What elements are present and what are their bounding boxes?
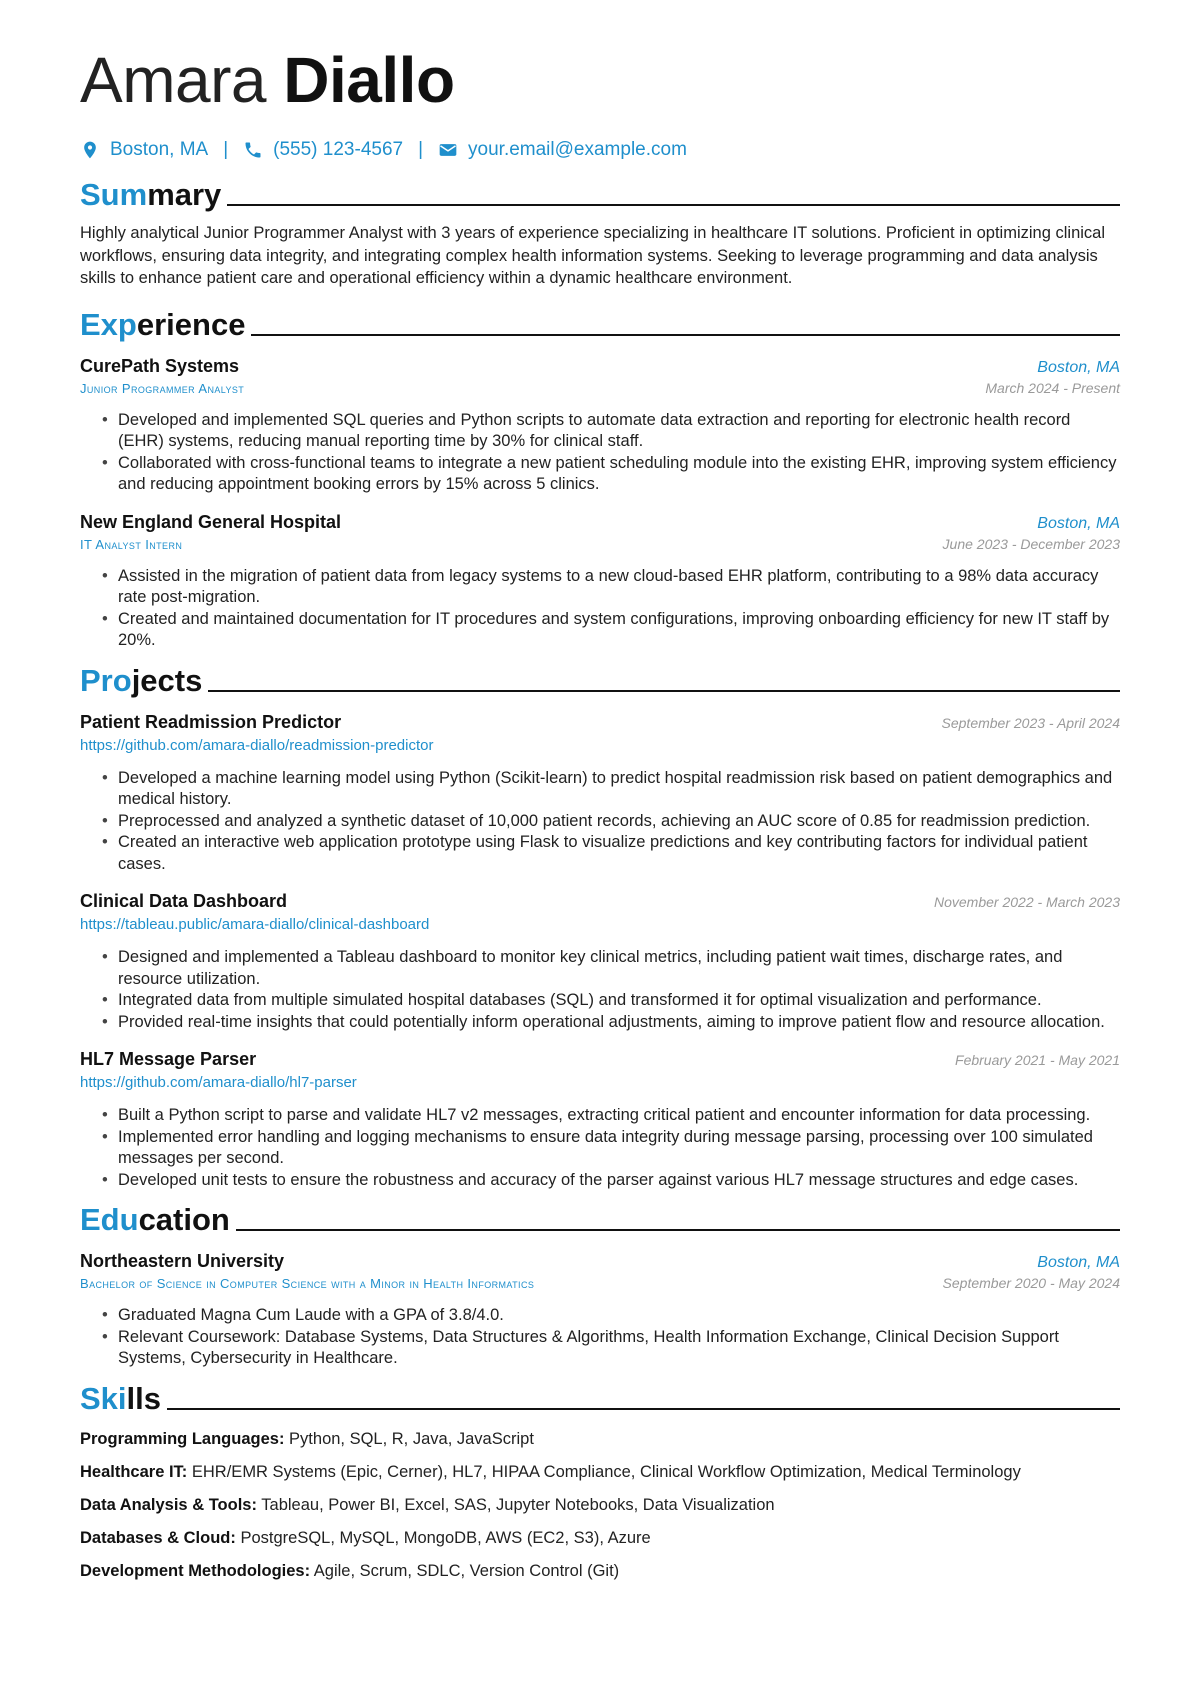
bullet-item: • Created and maintained documentation for IT procedures and system configurations, improving onboarding efficiency for new IT staff by 20%. xyxy=(102,609,1120,652)
project-dates: November 2022 - March 2023 xyxy=(934,894,1120,910)
job-location: Boston, MA xyxy=(1037,514,1120,532)
experience-entry xyxy=(80,354,1120,496)
skills-list xyxy=(80,1428,1120,1582)
candidate-name xyxy=(80,44,1120,116)
project-link[interactable]: https://tableau.public/amara-diallo/clinical-dashboard xyxy=(80,916,430,933)
project-dates: February 2021 - May 2021 xyxy=(955,1052,1120,1068)
heading-rest: lls xyxy=(126,1380,161,1416)
heading-accent: Pro xyxy=(80,662,132,698)
project-link[interactable]: https://github.com/amara-diallo/hl7-parser xyxy=(80,1074,357,1091)
skill-values: EHR/EMR Systems (Epic, Cerner), HL7, HIPAA Compliance, Clinical Workflow Optimization, Medical Terminology xyxy=(191,1462,1021,1481)
project-name: Patient Readmission Predictor xyxy=(80,711,342,732)
project-entry xyxy=(80,1047,1120,1191)
bullet-item: • Integrated data from multiple simulated hospital databases (SQL) and transformed it for optimal visualization and performance. xyxy=(102,990,1120,1012)
bullet-list xyxy=(102,410,1120,496)
degree: Bachelor of Science in Computer Science with a Minor in Health Informatics xyxy=(80,1276,535,1291)
skill-category: Programming Languages: xyxy=(80,1429,285,1448)
bullet-list xyxy=(102,1105,1120,1191)
contact-phone[interactable] xyxy=(243,139,403,161)
skill-row xyxy=(80,1560,1120,1582)
bullet-item: • Developed a machine learning model using Python (Scikit-learn) to predict hospital readmission risk based on patient demographics and medical history. xyxy=(102,768,1120,811)
heading-rest: cation xyxy=(138,1202,230,1237)
skills-heading xyxy=(80,1378,1120,1416)
education-heading xyxy=(80,1199,1120,1237)
employer-name: CurePath Systems xyxy=(80,355,240,376)
bullet-item: • Built a Python script to parse and validate HL7 v2 messages, extracting critical patient and encounter information for data processing. xyxy=(102,1105,1120,1127)
heading-accent: Ski xyxy=(80,1380,127,1416)
project-link[interactable]: https://github.com/amara-diallo/readmission-predictor xyxy=(80,736,434,754)
projects-heading xyxy=(80,660,1120,698)
location-text: Boston, MA xyxy=(110,139,209,160)
heading-rule xyxy=(236,1229,1120,1231)
skill-row xyxy=(80,1428,1120,1450)
bullet-item: • Developed unit tests to ensure the robustness and accuracy of the parser against various HL7 message structures and edge cases. xyxy=(102,1170,1120,1192)
education-entry xyxy=(80,1249,1120,1370)
summary-heading xyxy=(80,174,1120,212)
phone-icon xyxy=(243,140,263,160)
last-name: Diallo xyxy=(283,44,455,116)
bullet-list xyxy=(102,1305,1120,1370)
contact-location xyxy=(80,139,208,161)
project-name: Clinical Data Dashboard xyxy=(80,891,288,911)
map-pin-icon xyxy=(80,140,100,160)
job-title: Junior Programmer Analyst xyxy=(80,380,245,396)
first-name: Amara xyxy=(80,44,266,116)
skill-values: Python, SQL, R, Java, JavaScript xyxy=(289,1429,534,1448)
heading-rule xyxy=(251,334,1120,336)
skill-row xyxy=(80,1494,1120,1516)
project-name: HL7 Message Parser xyxy=(80,1049,257,1069)
bullet-item: • Preprocessed and analyzed a synthetic dataset of 10,000 patient records, achieving an AUC score of 0.85 for readmission prediction. xyxy=(102,811,1120,833)
skill-category: Development Methodologies: xyxy=(80,1561,311,1580)
contact-separator: | xyxy=(418,139,424,160)
skill-category: Healthcare IT: xyxy=(80,1462,188,1481)
envelope-icon xyxy=(438,140,458,160)
heading-accent: Edu xyxy=(80,1202,139,1237)
contact-bar xyxy=(80,136,1120,164)
bullet-list xyxy=(102,566,1120,652)
bullet-item: • Created an interactive web application prototype using Flask to visualize predictions and key contributing factors for individual patient cases. xyxy=(102,832,1120,875)
heading-accent: Sum xyxy=(80,177,148,212)
experience-entry xyxy=(80,510,1120,652)
bullet-item: • Provided real-time insights that could potentially inform operational adjustments, aiming to improve patient flow and resource allocation. xyxy=(102,1012,1120,1034)
school-location: Boston, MA xyxy=(1037,1254,1120,1271)
job-location: Boston, MA xyxy=(1037,358,1120,376)
project-dates: September 2023 - April 2024 xyxy=(941,714,1120,731)
heading-rule xyxy=(208,690,1120,692)
job-title: IT Analyst Intern xyxy=(80,536,183,552)
skill-row xyxy=(80,1527,1120,1549)
bullet-item: • Implemented error handling and logging mechanisms to ensure data integrity during message parsing, processing over 100 simulated messages per second. xyxy=(102,1127,1120,1170)
bullet-item: • Collaborated with cross-functional teams to integrate a new patient scheduling module into the existing EHR, improving system efficiency and reducing appointment booking errors by 15% across 5 clinics. xyxy=(102,453,1120,496)
bullet-item: • Relevant Coursework: Database Systems, Data Structures & Algorithms, Health Information Exchange, Clinical Decision Support Systems, Cybersecurity in Healthcare. xyxy=(102,1327,1120,1370)
project-entry xyxy=(80,889,1120,1033)
summary-text: Highly analytical Junior Programmer Analyst with 3 years of experience specializing in healthcare IT solutions. Proficient in optimizing clinical workflows, ensuring data integrity, and integrating complex health information systems. Seeking to leverage programming and data analysis skills to enhance patient care and operational efficiency within a dynamic healthcare environment. xyxy=(80,224,1106,287)
skill-category: Databases & Cloud: xyxy=(80,1528,236,1547)
bullet-item: • Designed and implemented a Tableau dashboard to monitor key clinical metrics, including patient wait times, discharge rates, and resource utilization. xyxy=(102,947,1120,990)
resume-page xyxy=(80,44,1120,1593)
school-name: Northeastern University xyxy=(80,1251,285,1271)
heading-rest: erience xyxy=(136,306,246,342)
contact-email[interactable] xyxy=(438,139,687,161)
contact-separator: | xyxy=(223,139,229,160)
skill-values: PostgreSQL, MySQL, MongoDB, AWS (EC2, S3), Azure xyxy=(240,1528,651,1547)
email-text: your.email@example.com xyxy=(468,139,687,160)
experience-heading xyxy=(80,304,1120,342)
skill-category: Data Analysis & Tools: xyxy=(80,1495,257,1514)
project-entry xyxy=(80,710,1120,876)
bullet-list xyxy=(102,947,1120,1033)
job-dates: June 2023 - December 2023 xyxy=(942,535,1120,552)
skill-row xyxy=(80,1461,1120,1483)
bullet-item: • Graduated Magna Cum Laude with a GPA of 3.8/4.0. xyxy=(102,1305,1120,1327)
education-dates: September 2020 - May 2024 xyxy=(942,1275,1120,1291)
job-dates: March 2024 - Present xyxy=(985,379,1120,396)
heading-rule xyxy=(227,204,1120,206)
bullet-list xyxy=(102,768,1120,876)
heading-rest: mary xyxy=(147,177,222,212)
employer-name: New England General Hospital xyxy=(80,511,342,532)
heading-rule xyxy=(167,1408,1120,1410)
heading-accent: Exp xyxy=(80,306,137,342)
bullet-item: • Developed and implemented SQL queries and Python scripts to automate data extraction and reporting for electronic health record (EHR) systems, reducing manual reporting time by 30% for clinical staff. xyxy=(102,410,1120,453)
skill-values: Tableau, Power BI, Excel, SAS, Jupyter Notebooks, Data Visualization xyxy=(261,1495,775,1514)
bullet-item: • Assisted in the migration of patient data from legacy systems to a new cloud-based EHR platform, contributing to a 98% data accuracy rate post-migration. xyxy=(102,566,1120,609)
heading-rest: jects xyxy=(131,662,203,698)
skill-values: Agile, Scrum, SDLC, Version Control (Git) xyxy=(313,1561,620,1580)
phone-text: (555) 123-4567 xyxy=(273,139,404,160)
